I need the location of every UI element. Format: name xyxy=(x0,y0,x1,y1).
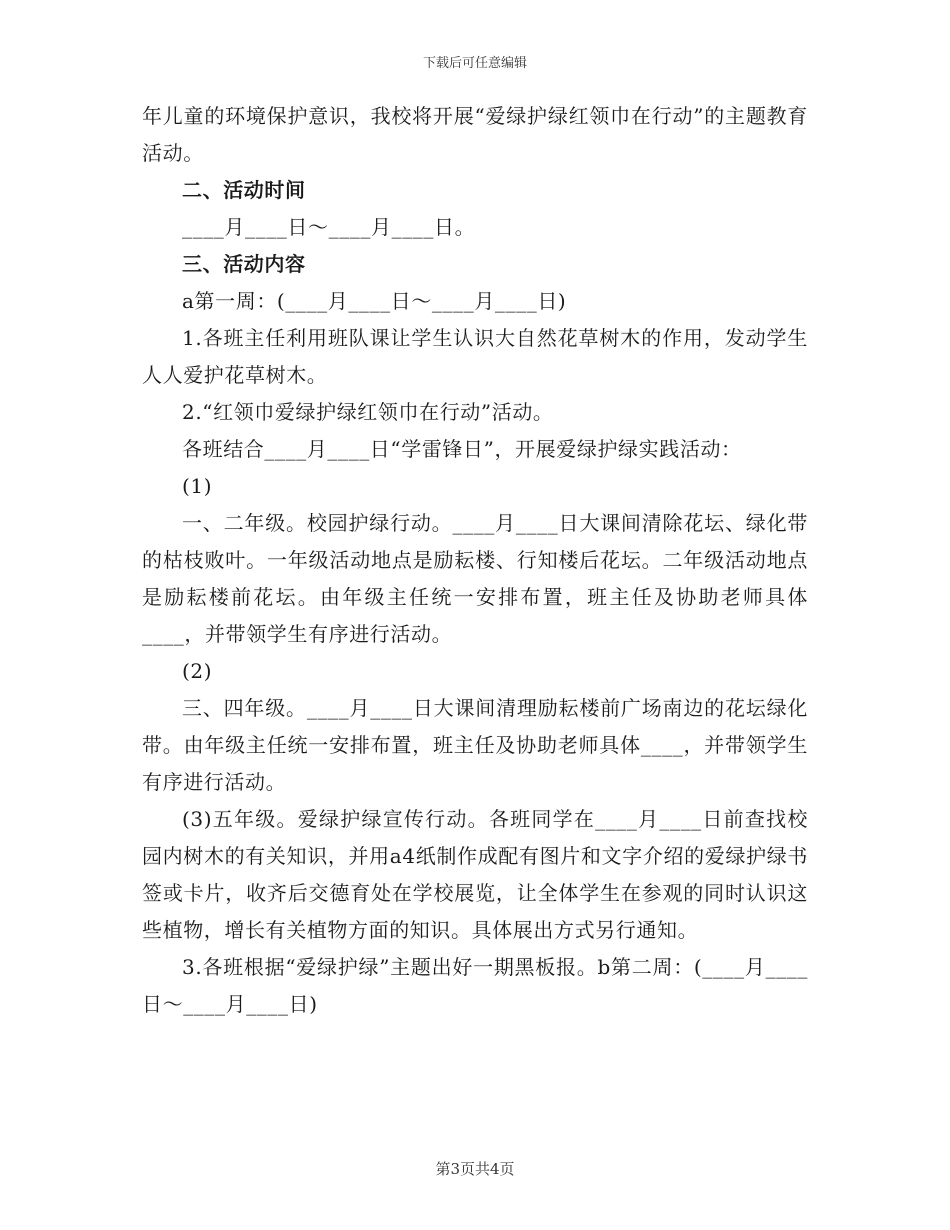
paragraph-item-1: 1.各班主任利用班队课让学生认识大自然花草树木的作用，发动学生人人爱护花草树木。 xyxy=(142,326,808,387)
paragraph-week-one: a第一周：(____月____日～____月____日) xyxy=(182,289,567,313)
paragraph-sub-2-label: (2) xyxy=(182,659,213,683)
document-body xyxy=(142,98,808,1023)
paragraph-grade-1-2: 一、二年级。校园护绿行动。____月____日大课间清除花坛、绿化带的枯枝败叶。一年级活动地点是励耘楼、行知楼后花坛。二年级活动地点是励耘楼前花坛。由年级主任统一安排布置，班主任及协助老师具体____，并带领学生有序进行活动。 xyxy=(142,511,808,646)
paragraph-practice-intro: 各班结合____月____日“学雷锋日”，开展爱绿护绿实践活动： xyxy=(182,437,742,461)
page-header: 下载后可任意编辑 xyxy=(422,56,527,71)
paragraph-item-2: 2.“红领巾爱绿护绿红领巾在行动”活动。 xyxy=(182,400,554,424)
section-heading-content: 三、活动内容 xyxy=(182,252,306,276)
paragraph-grade-3-4: 三、四年级。____月____日大课间清理励耘楼前广场南边的花坛绿化带。由年级主任统一安排布置，班主任及协助老师具体____，并带领学生有序进行活动。 xyxy=(142,696,808,794)
section-heading-time: 二、活动时间 xyxy=(182,178,306,202)
paragraph-intro: 年儿童的环境保护意识，我校将开展“爱绿护绿红领巾在行动”的主题教育活动。 xyxy=(142,104,808,165)
paragraph-time-range: ____月____日～____月____日。 xyxy=(182,215,476,239)
paragraph-sub-1-label: (1) xyxy=(182,474,213,498)
page-number: 第3页共4页 xyxy=(435,1160,515,1178)
paragraph-grade-5: (3)五年级。爱绿护绿宣传行动。各班同学在____月____日前查找校园内树木的有关知识，并用a4纸制作成配有图片和文字介绍的爱绿护绿书签或卡片，收齐后交德育处在学校展览，让全体学生在参观的同时认识这些植物，增长有关植物方面的知识。具体展出方式另行通知。 xyxy=(142,807,808,942)
paragraph-item-3: 3.各班根据“爱绿护绿”主题出好一期黑板报。b第二周：(____月____日～____月____日) xyxy=(142,955,808,1016)
